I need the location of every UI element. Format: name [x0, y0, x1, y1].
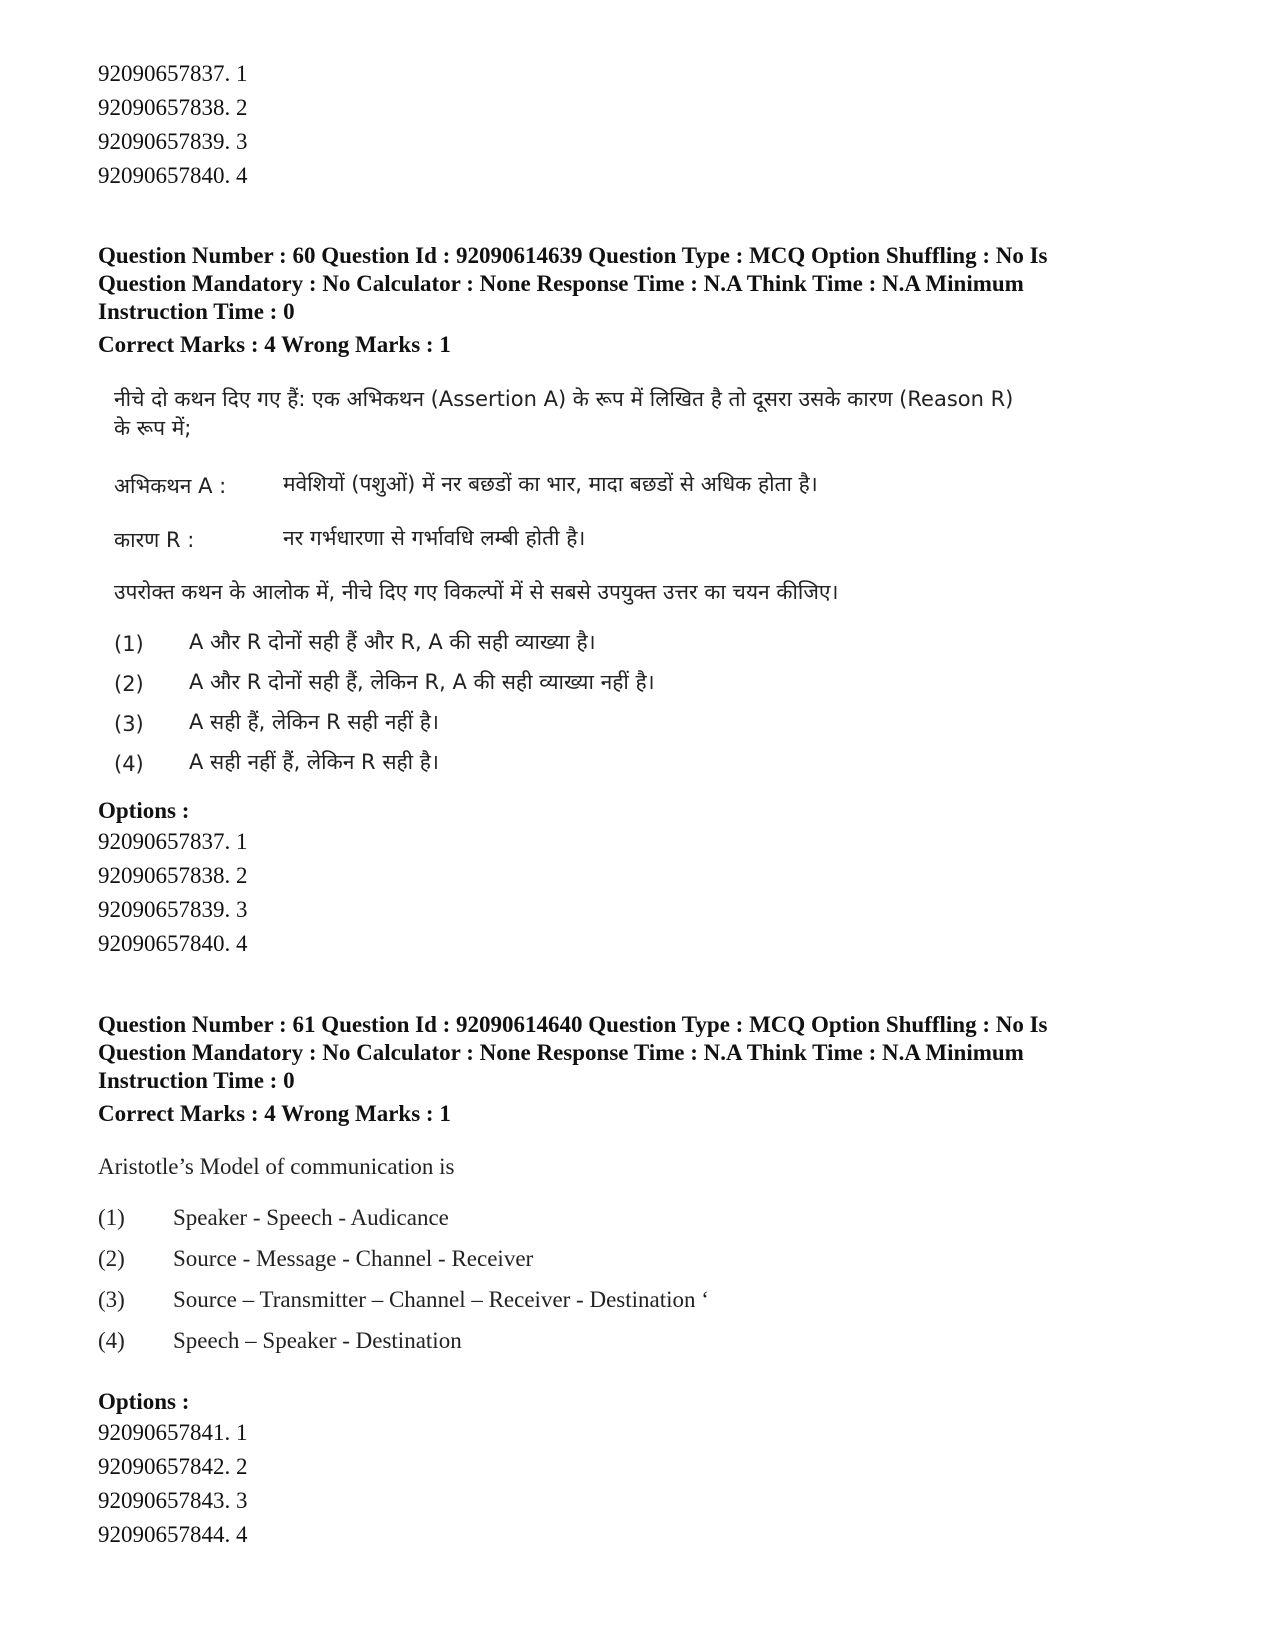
reason-text: नर गर्भधारणा से गर्भावधि लम्बी होती है। [283, 526, 586, 550]
option-item: 92090657843. 3 [98, 1488, 248, 1513]
question-meta: Instruction Time : 0 [98, 299, 295, 324]
choice-text: Source – Transmitter – Channel – Receiver - Destination ‘ [173, 1287, 709, 1312]
question-meta: Question Number : 61 Question Id : 92090614640 Question Type : MCQ Option Shuffling : No Is [98, 1012, 1048, 1037]
assertion-text: मवेशियों (पशुओं) में नर बछडों का भार, मादा बछडों से अधिक होता है। [283, 472, 818, 496]
question-meta: Instruction Time : 0 [98, 1068, 295, 1093]
question-text: Aristotle’s Model of communication is [98, 1154, 455, 1179]
choice-number: (1) [114, 632, 144, 656]
assertion-label: अभिकथन A : [114, 474, 227, 498]
question-marks: Correct Marks : 4 Wrong Marks : 1 [98, 332, 451, 357]
options-label: Options : [98, 1389, 190, 1414]
reason-label: कारण R : [114, 528, 195, 552]
option-item: 92090657838. 2 [98, 863, 248, 888]
question-marks: Correct Marks : 4 Wrong Marks : 1 [98, 1101, 451, 1126]
choice-text: A सही हैं, लेकिन R सही नहीं है। [189, 710, 439, 734]
choice-number: (4) [98, 1328, 125, 1353]
choice-number: (3) [98, 1287, 125, 1312]
question-intro: के रूप में; [114, 416, 192, 440]
option-item: 92090657844. 4 [98, 1522, 248, 1547]
choice-text: A सही नहीं हैं, लेकिन R सही है। [189, 750, 439, 774]
choice-text: Speech – Speaker - Destination [173, 1328, 462, 1353]
choice-text: Source - Message - Channel - Receiver [173, 1246, 534, 1271]
choice-text: A और R दोनों सही हैं, लेकिन R, A की सही व्याख्या नहीं है। [189, 670, 655, 694]
option-item: 92090657838. 2 [98, 95, 248, 120]
choice-number: (4) [114, 752, 144, 776]
question-meta: Question Number : 60 Question Id : 92090614639 Question Type : MCQ Option Shuffling : No Is [98, 243, 1048, 268]
choice-text: A और R दोनों सही हैं और R, A की सही व्याख्या है। [189, 630, 596, 654]
option-item: 92090657837. 1 [98, 61, 248, 86]
choice-number: (1) [98, 1205, 125, 1230]
choice-text: Speaker - Speech - Audicance [173, 1205, 449, 1230]
question-meta: Question Mandatory : No Calculator : None Response Time : N.A Think Time : N.A Minimum [98, 1040, 1024, 1065]
option-item: 92090657840. 4 [98, 931, 248, 956]
option-item: 92090657842. 2 [98, 1454, 248, 1479]
option-item: 92090657841. 1 [98, 1420, 248, 1445]
option-item: 92090657839. 3 [98, 897, 248, 922]
choice-number: (2) [114, 672, 144, 696]
option-item: 92090657839. 3 [98, 129, 248, 154]
question-meta: Question Mandatory : No Calculator : None Response Time : N.A Think Time : N.A Minimum [98, 271, 1024, 296]
option-item: 92090657840. 4 [98, 163, 248, 188]
option-item: 92090657837. 1 [98, 829, 248, 854]
choice-number: (3) [114, 712, 144, 736]
question-intro: नीचे दो कथन दिए गए हैं: एक अभिकथन (Assertion A) के रूप में लिखित है तो दूसरा उसके कारण (Reason R) [114, 387, 1014, 411]
options-label: Options : [98, 798, 190, 823]
choice-number: (2) [98, 1246, 125, 1271]
question-instruction: उपरोक्त कथन के आलोक में, नीचे दिए गए विकल्पों में से सबसे उपयुक्त उत्तर का चयन कीजिए। [114, 580, 839, 604]
